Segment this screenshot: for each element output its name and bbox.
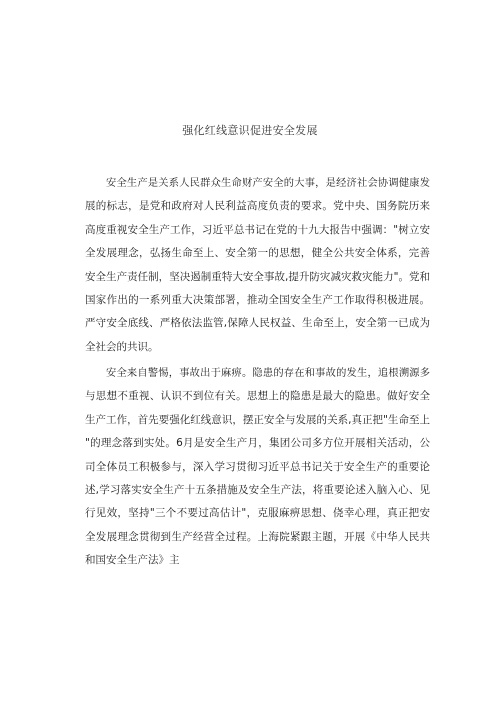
document-title: 强化红线意识促进安全发展	[182, 124, 318, 137]
paragraph-line: "的理念落到实处。6月是安全生产月，集团公司多方位开展相关活动，公	[85, 437, 430, 450]
paragraph-line: 全社会的共识。	[85, 340, 159, 353]
paragraph-line: 国家作出的一系列重大决策部署，推动全国安全生产工作取得积极进展。	[85, 293, 430, 306]
paragraph-line: 述,学习落实安全生产十五条措施及安全生产法，将重要论述入脑入心、见	[85, 483, 430, 496]
paragraph-line: 高度重视安全生产工作，习近平总书记在党的十九大报告中强调："树立安	[85, 223, 430, 236]
paragraph-line: 行见效，坚持"三个不要过高估计"，克服麻痹思想、侥幸心理，真正把安	[85, 507, 430, 520]
paragraph-line: 全发展理念贯彻到生产经营全过程。上海院紧跟主题，开展《中华人民共	[85, 530, 430, 543]
paragraph-line: 和国安全生产法》主	[85, 554, 180, 567]
paragraph-line: 展的标志，是党和政府对人民利益高度负责的要求。党中央、国务院历来	[85, 200, 430, 213]
paragraph-1	[85, 172, 430, 359]
paragraph-line: 安全来自警惕，事故出于麻痹。隐患的存在和事故的发生，追根溯源多	[106, 367, 430, 379]
paragraph-line: 司全体员工积极参与，深入学习贯彻习近平总书记关于安全生产的重要论	[85, 460, 430, 473]
paragraph-line: 安全生产责任制，坚决遏制重特大安全事故,提升防灾减灾救灾能力"。党和	[85, 270, 430, 283]
paragraph-line: 与思想不重视、认识不到位有关。思想上的隐患是最大的隐患。做好安全	[85, 390, 430, 403]
paragraph-line: 严守安全底线、严格依法监管,保障人民权益、生命至上，安全第一已成为	[85, 317, 430, 330]
paragraph-line: 安全生产是关系人民群众生命财产安全的大事，是经济社会协调健康发	[106, 177, 430, 189]
paragraph-2	[85, 362, 430, 573]
paragraph-line: 生产工作，首先要强化红线意识，摆正安全与发展的关系,真正把"生命至上	[85, 413, 430, 426]
paragraph-line: 全发展理念，弘扬生命至上、安全第一的思想，健全公共安全体系，完善	[85, 247, 430, 260]
